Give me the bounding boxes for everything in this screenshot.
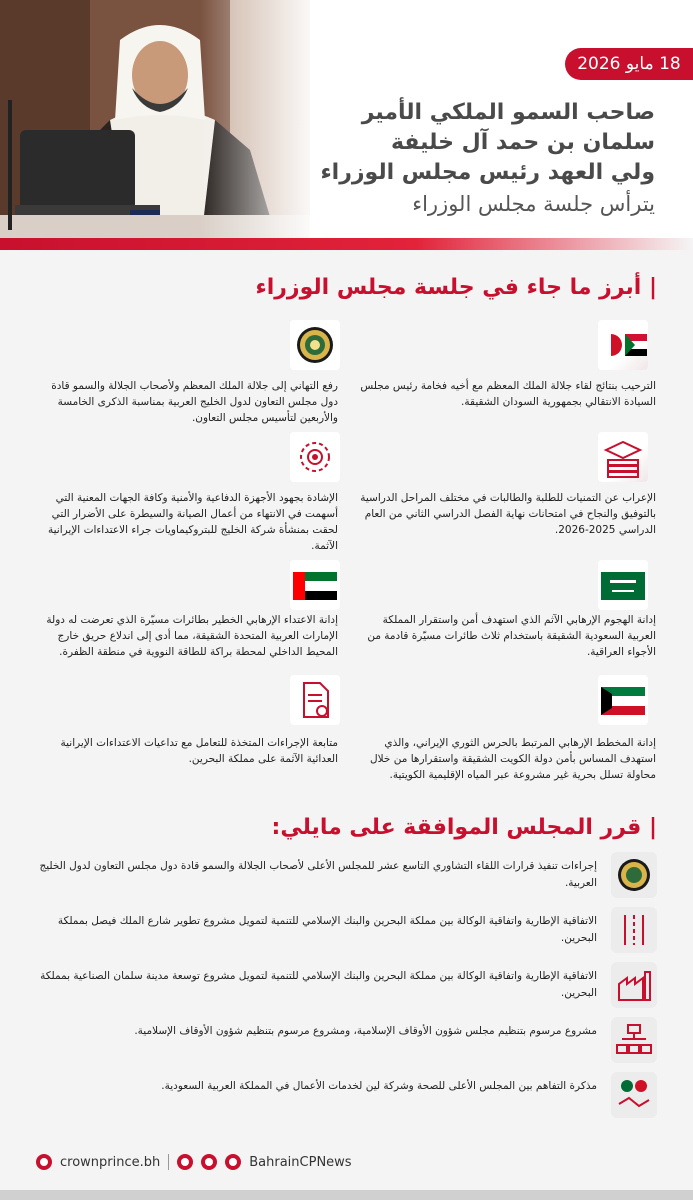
header xyxy=(0,0,693,250)
highlight-item-8: متابعة الإجراءات المتخذة للتعامل مع تداعيات الاعتداءات الإيرانية العدائية الآثمة على مملكة البحرين. xyxy=(60,737,338,765)
title-line-3: ولي العهد رئيس مجلس الوزراء xyxy=(320,160,655,185)
gcc-emblem-icon xyxy=(290,320,340,370)
youtube-icon[interactable] xyxy=(225,1154,241,1170)
date-badge: 18 مايو 2026 xyxy=(565,48,693,80)
gcc-emblem-icon xyxy=(611,852,657,898)
x-icon[interactable] xyxy=(201,1154,217,1170)
decision-text-2: الاتفاقية الإطارية واتفاقية الوكالة بين مملكة البحرين والبنك الإسلامي للتنمية لتمويل مشروع تطوير شارع الملك فيصل بمملكة البحرين. xyxy=(57,915,597,944)
highlight-item-7: إدانة المخطط الإرهابي المرتبط بالحرس الثوري الإيراني، والذي استهدف المساس بأمن دولة الكويت الشقيقة واستقرارها من خلال محاولة تسلل بحرية غير مشروعة عبر المياه الإقليمية الكويتية. xyxy=(370,737,656,781)
footer xyxy=(36,1150,352,1174)
highlight-item-4: الإشادة بجهود الأجهزة الدفاعية والأمنية وكافة الجهات المعنية التي أسهمت في الانتهاء من أعمال الصيانة والسيطرة على الأضرار التي لحقت بمنشأة شركة الخليج للبتروكيماويات جراء الاعتداءات الإيرانية الآثمة. xyxy=(47,492,338,552)
decision-item-5 xyxy=(7,1072,657,1120)
document-icon xyxy=(290,675,340,725)
road-icon xyxy=(611,907,657,953)
decision-text-5: مذكرة التفاهم بين المجلس الأعلى للصحة وشركة لين لخدمات الأعمال في المملكة العربية السعودية. xyxy=(161,1080,597,1092)
footer-separator xyxy=(168,1154,169,1170)
decisions-heading: | قرر المجلس الموافقة على مايلي: xyxy=(271,815,657,840)
footer-website[interactable]: crownprince.bh xyxy=(60,1154,161,1170)
title-line-2: سلمان بن حمد آل خليفة xyxy=(390,130,655,155)
title-line-1: صاحب السمو الملكي الأمير xyxy=(361,100,655,125)
highlight-item-5: إدانة الهجوم الإرهابي الآثم الذي استهدف أمن واستقرار المملكة العربية السعودية الشقيقة باستخدام ثلاث طائرات مسيّرة قادمة من الأجواء العراقية. xyxy=(367,614,656,658)
org-chart-icon xyxy=(611,1017,657,1063)
saudi-flag-icon xyxy=(598,560,648,610)
decision-text-1: إجراءات تنفيذ قرارات اللقاء التشاوري التاسع عشر للمجلس الأعلى لأصحاب الجلالة والسمو قادة دول مجلس التعاون لدول الخليج العربية. xyxy=(39,860,597,889)
decision-item-4 xyxy=(7,1017,657,1065)
kuwait-flag-icon xyxy=(598,675,648,725)
footer-handle[interactable]: BahrainCPNews xyxy=(249,1154,352,1170)
decision-item-3 xyxy=(7,962,657,1010)
industry-icon xyxy=(611,962,657,1008)
highlight-item-2: رفع التهاني إلى جلالة الملك المعظم ولأصحاب الجلالة والسمو قادة دول مجلس التعاون لدول الخليج العربية بمناسبة الذكرى الخامسة والأربعين لتأسيس مجلس التعاون. xyxy=(51,380,338,424)
title-line-4: يترأس جلسة مجلس الوزراء xyxy=(412,192,655,216)
highlights-heading: | أبرز ما جاء في جلسة مجلس الوزراء xyxy=(255,275,657,300)
instagram-icon[interactable] xyxy=(36,1154,52,1170)
bottom-rule xyxy=(0,1190,693,1200)
highlight-item-3: الإعراب عن التمنيات للطلبة والطالبات في مختلف المراحل الدراسية بالتوفيق والنجاح في امتحانات نهاية الفصل الدراسي الثاني من العام الدراسي 2025-2026. xyxy=(360,492,656,536)
highlight-item-6: إدانة الاعتداء الإرهابي الخطير بطائرات مسيّرة الذي تعرضت له دولة الإمارات العربية المتحدة الشقيقة، مما أدى إلى اندلاع حريق خارج المحيط الداخلي لمحطة براكة للطاقة النووية في منطقة الظفرة. xyxy=(46,614,338,658)
bahrain-sudan-flags-icon xyxy=(598,320,648,370)
gear-icon xyxy=(290,432,340,482)
instagram-icon[interactable] xyxy=(177,1154,193,1170)
decision-text-4: مشروع مرسوم بتنظيم مجلس شؤون الأوقاف الإسلامية، ومشروع مرسوم بتنظيم شؤون الأوقاف الإسلامية. xyxy=(134,1025,597,1037)
highlight-item-1: الترحيب بنتائج لقاء جلالة الملك المعظم مع أخيه فخامة رئيس مجلس السيادة الانتقالي بجمهورية السودان الشقيقة. xyxy=(360,380,656,408)
decision-text-3: الاتفاقية الإطارية واتفاقية الوكالة بين مملكة البحرين والبنك الإسلامي للتنمية لتمويل مشروع توسعة مدينة سلمان الصناعية بمملكة البحرين. xyxy=(40,970,597,999)
page-title xyxy=(255,98,655,220)
header-red-stripe xyxy=(0,238,693,250)
graduation-cap-icon xyxy=(598,432,648,482)
decision-item-2 xyxy=(7,907,657,955)
decision-item-1 xyxy=(7,852,657,900)
handshake-icon xyxy=(611,1072,657,1118)
uae-flag-icon xyxy=(290,560,340,610)
